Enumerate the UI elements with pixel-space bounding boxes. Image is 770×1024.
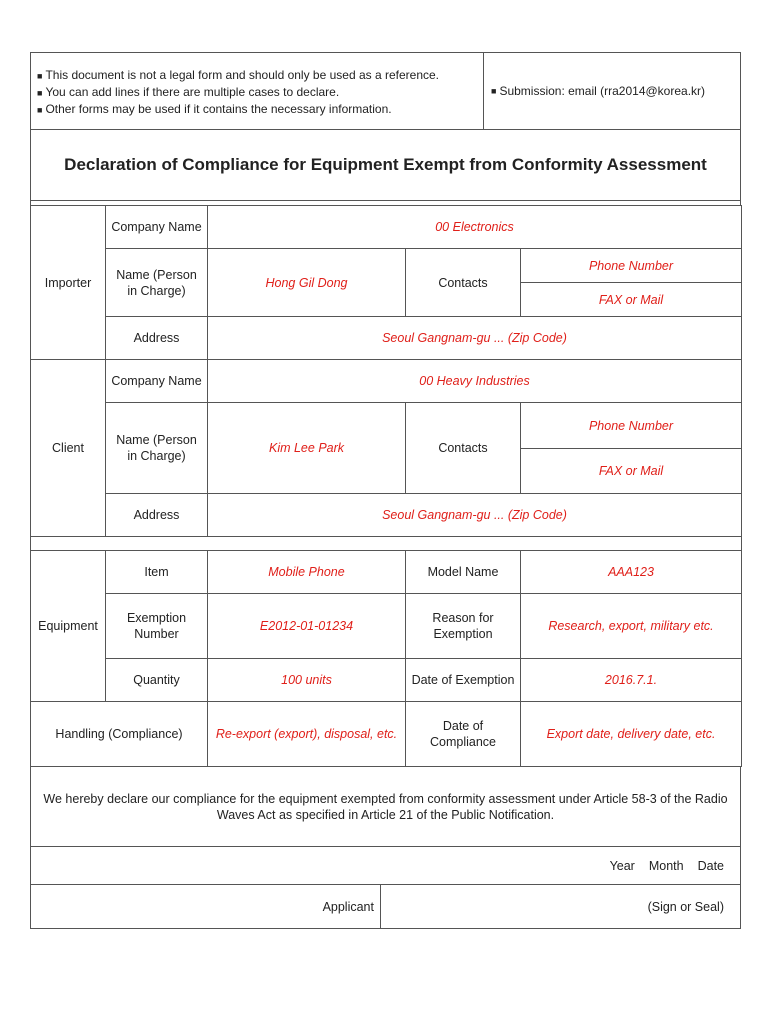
notice-line: ■ You can add lines if there are multiple cases to declare. [37, 85, 340, 99]
contacts-label: Contacts [406, 403, 521, 494]
company-name-label: Company Name [106, 360, 208, 403]
date-of-compliance-field[interactable]: Export date, delivery date, etc. [521, 702, 742, 767]
square-bullet-icon: ■ [491, 86, 497, 96]
date-label[interactable]: Date [697, 858, 724, 873]
form-title: Declaration of Compliance for Equipment Exempt from Conformity Assessment [30, 129, 741, 200]
square-bullet-icon: ■ [37, 88, 43, 98]
company-name-label: Company Name [106, 206, 208, 249]
importer-phone-field[interactable]: Phone Number [521, 249, 742, 283]
item-label: Item [106, 551, 208, 594]
square-bullet-icon: ■ [37, 71, 43, 81]
sign-or-seal-field[interactable]: (Sign or Seal) [647, 899, 724, 914]
date-of-exemption-field[interactable]: 2016.7.1. [521, 659, 742, 702]
name-person-label: Name (Person in Charge) [106, 403, 208, 494]
declaration-form [30, 52, 741, 929]
handling-label: Handling (Compliance) [31, 702, 208, 767]
submission-info: ■ Submission: email (rra2014@korea.kr) [491, 84, 706, 98]
client-phone-field[interactable]: Phone Number [521, 403, 742, 449]
model-name-field[interactable]: AAA123 [521, 551, 742, 594]
date-of-compliance-label: Date of Compliance [406, 702, 521, 767]
client-fax-field[interactable]: FAX or Mail [521, 449, 742, 494]
model-name-label: Model Name [406, 551, 521, 594]
exemption-number-field[interactable]: E2012-01-01234 [208, 594, 406, 659]
importer-client-table [30, 205, 742, 767]
client-section-label: Client [31, 360, 106, 537]
client-name-field[interactable]: Kim Lee Park [208, 403, 406, 494]
handling-field[interactable]: Re-export (export), disposal, etc. [208, 702, 406, 767]
exemption-number-label: Exemption Number [106, 594, 208, 659]
name-person-label: Name (Person in Charge) [106, 249, 208, 317]
client-address-field[interactable]: Seoul Gangnam-gu ... (Zip Code) [208, 494, 742, 537]
importer-fax-field[interactable]: FAX or Mail [521, 283, 742, 317]
importer-company-field[interactable]: 00 Electronics [208, 206, 742, 249]
date-of-exemption-label: Date of Exemption [406, 659, 521, 702]
reason-field[interactable]: Research, export, military etc. [521, 594, 742, 659]
applicant-label: Applicant [31, 885, 381, 928]
importer-address-field[interactable]: Seoul Gangnam-gu ... (Zip Code) [208, 317, 742, 360]
quantity-field[interactable]: 100 units [208, 659, 406, 702]
notice-line: ■ Other forms may be used if it contains the necessary information. [37, 102, 392, 116]
address-label: Address [106, 317, 208, 360]
item-field[interactable]: Mobile Phone [208, 551, 406, 594]
declaration-statement: We hereby declare our compliance for the equipment exempted from conformity assessment under Article 58-3 of the Radio Waves Act as specified in Article 21 of the Public Notification. [30, 767, 741, 847]
notice-list [31, 53, 484, 129]
importer-name-field[interactable]: Hong Gil Dong [208, 249, 406, 317]
contacts-label: Contacts [406, 249, 521, 317]
importer-section-label: Importer [31, 206, 106, 360]
reason-label: Reason for Exemption [406, 594, 521, 659]
applicant-row [30, 885, 741, 929]
quantity-label: Quantity [106, 659, 208, 702]
notice-line: ■ This document is not a legal form and should only be used as a reference. [37, 68, 439, 82]
client-company-field[interactable]: 00 Heavy Industries [208, 360, 742, 403]
year-label[interactable]: Year [609, 858, 635, 873]
square-bullet-icon: ■ [37, 105, 43, 115]
notice-header [30, 52, 741, 129]
month-label[interactable]: Month [648, 858, 684, 873]
address-label: Address [106, 494, 208, 537]
divider [31, 537, 742, 551]
date-row [30, 847, 741, 885]
equipment-section-label: Equipment [31, 551, 106, 702]
